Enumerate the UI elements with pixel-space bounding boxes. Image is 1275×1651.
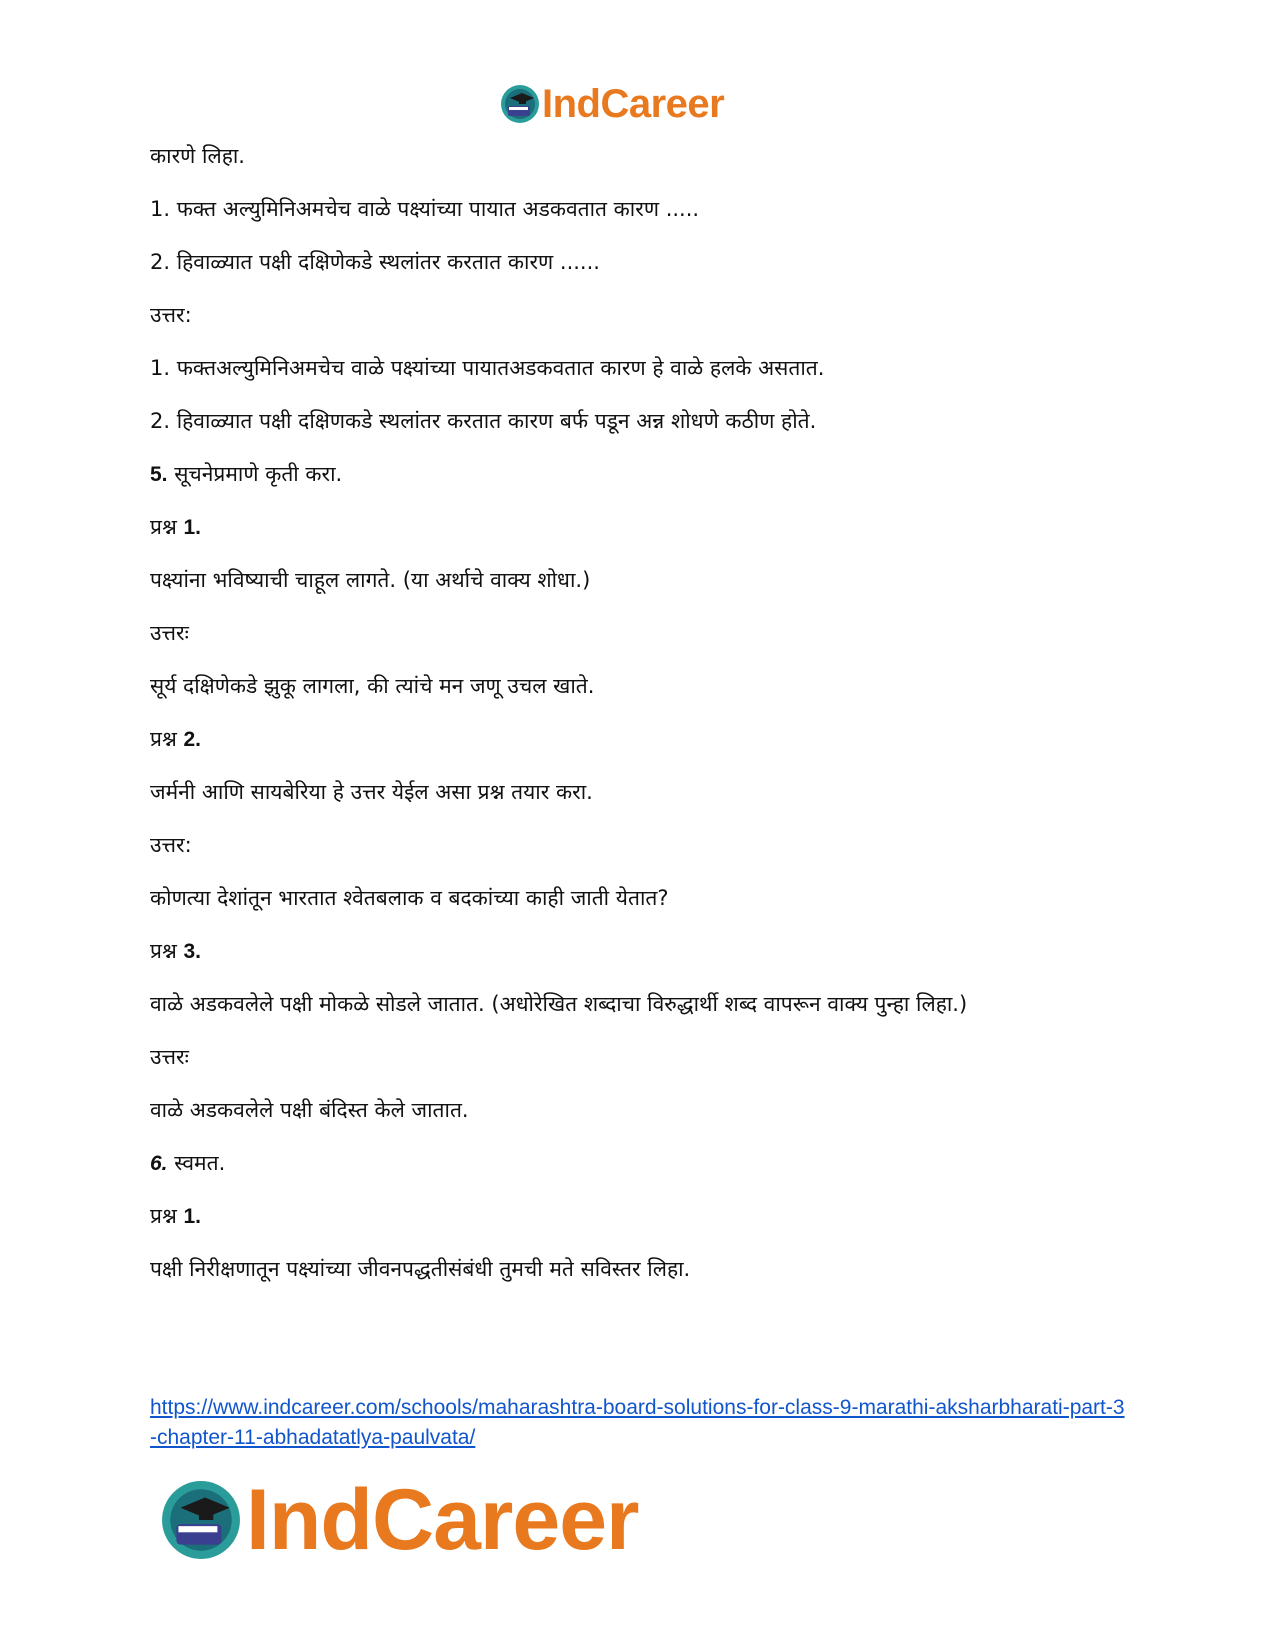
question-label: प्रश्न	[150, 1204, 177, 1228]
section-title: सूचनेप्रमाणे कृती करा.	[174, 462, 343, 486]
graduation-book-icon	[160, 1479, 242, 1561]
text-line: वाळे अडकवलेले पक्षी मोकळे सोडले जातात. (अधोरेखित शब्दाचा विरुद्धार्थी शब्द वापरून वाक्य पुन्हा लिहा.)	[150, 992, 968, 1016]
text-line: वाळे अडकवलेले पक्षी बंदिस्त केले जातात.	[150, 1098, 469, 1122]
text-line: सूर्य दक्षिणेकडे झुकू लागला, की त्यांचे मन जणू उचल खाते.	[150, 674, 595, 698]
section-title: स्वमत.	[174, 1151, 226, 1175]
answer-label: उत्तर:	[150, 303, 192, 327]
question-heading	[150, 512, 201, 543]
section-number: 6.	[150, 1152, 168, 1175]
text-line: 1. फक्तअल्युमिनिअमचेच वाळे पक्ष्यांच्या पायातअडकवतात कारण हे वाळे हलके असतात.	[150, 356, 825, 380]
section-heading	[150, 459, 342, 490]
indcareer-logo-top	[500, 78, 724, 130]
question-heading	[150, 936, 201, 967]
question-label: प्रश्न	[150, 727, 177, 751]
answer-label: उत्तरः	[150, 1045, 189, 1069]
question-label: प्रश्न	[150, 515, 177, 539]
question-number: 1.	[183, 1205, 201, 1228]
text-line: कारणे लिहा.	[150, 144, 245, 168]
logo-text: IndCareer	[542, 81, 725, 126]
question-heading	[150, 1201, 201, 1232]
text-line: पक्ष्यांना भविष्याची चाहूल लागते. (या अर्थाचे वाक्य शोधा.)	[150, 568, 591, 592]
text-line: जर्मनी आणि सायबेरिया हे उत्तर येईल असा प्रश्न तयार करा.	[150, 780, 593, 804]
question-number: 1.	[183, 516, 201, 539]
question-number: 3.	[183, 940, 201, 963]
question-number: 2.	[183, 728, 201, 751]
text-line: कोणत्या देशांतून भारतात श्वेतबलाक व बदकांच्या काही जाती येतात?	[150, 886, 669, 910]
source-link[interactable]: https://www.indcareer.com/schools/maharashtra-board-solutions-for-class-9-marathi-aksharbharati-part-3-chapter-11-abhadatatlya-paulvata/	[150, 1396, 1125, 1449]
text-line: 2. हिवाळ्यात पक्षी दक्षिणेकडे स्थलांतर करतात कारण ......	[150, 250, 600, 274]
text-line: 1. फक्त अल्युमिनिअमचेच वाळे पक्ष्यांच्या पायात अडकवतात कारण .....	[150, 197, 700, 221]
graduation-book-icon	[500, 84, 540, 124]
answer-label: उत्तरः	[150, 621, 189, 645]
answer-label: उत्तर:	[150, 833, 192, 857]
text-line: 2. हिवाळ्यात पक्षी दक्षिणकडे स्थलांतर करतात कारण बर्फ पडून अन्न शोधणे कठीण होते.	[150, 409, 817, 433]
text-line: पक्षी निरीक्षणातून पक्ष्यांच्या जीवनपद्धतीसंबंधी तुमची मते सविस्तर लिहा.	[150, 1257, 691, 1281]
section-heading	[150, 1148, 225, 1179]
question-label: प्रश्न	[150, 939, 177, 963]
logo-text: IndCareer	[246, 1471, 639, 1568]
indcareer-logo-bottom	[160, 1470, 639, 1570]
section-number: 5.	[150, 463, 168, 486]
question-heading	[150, 724, 201, 755]
